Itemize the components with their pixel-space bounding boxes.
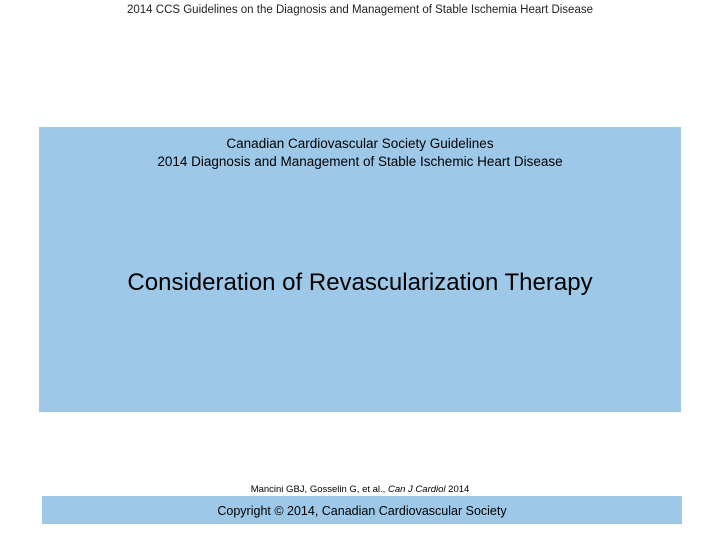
footer-bar <box>41 495 683 525</box>
header-title: 2014 CCS Guidelines on the Diagnosis and Management of Stable Ischemia Heart Disease <box>126 4 593 16</box>
slide-heading: Consideration of Revascularization Therapy <box>127 269 593 296</box>
citation-journal: Can J Cardiol <box>387 484 446 495</box>
citation-year: 2014 <box>445 484 470 495</box>
citation <box>0 484 720 495</box>
guideline-name: Canadian Cardiovascular Society Guidelines <box>226 136 494 151</box>
copyright-text: Copyright © 2014, Canadian Cardiovascular Society <box>217 504 507 518</box>
guideline-subtitle: 2014 Diagnosis and Management of Stable Ischemic Heart Disease <box>157 154 563 169</box>
title-panel <box>39 127 681 412</box>
citation-authors: Mancini GBJ, Gosselin G, et al., <box>250 484 388 495</box>
